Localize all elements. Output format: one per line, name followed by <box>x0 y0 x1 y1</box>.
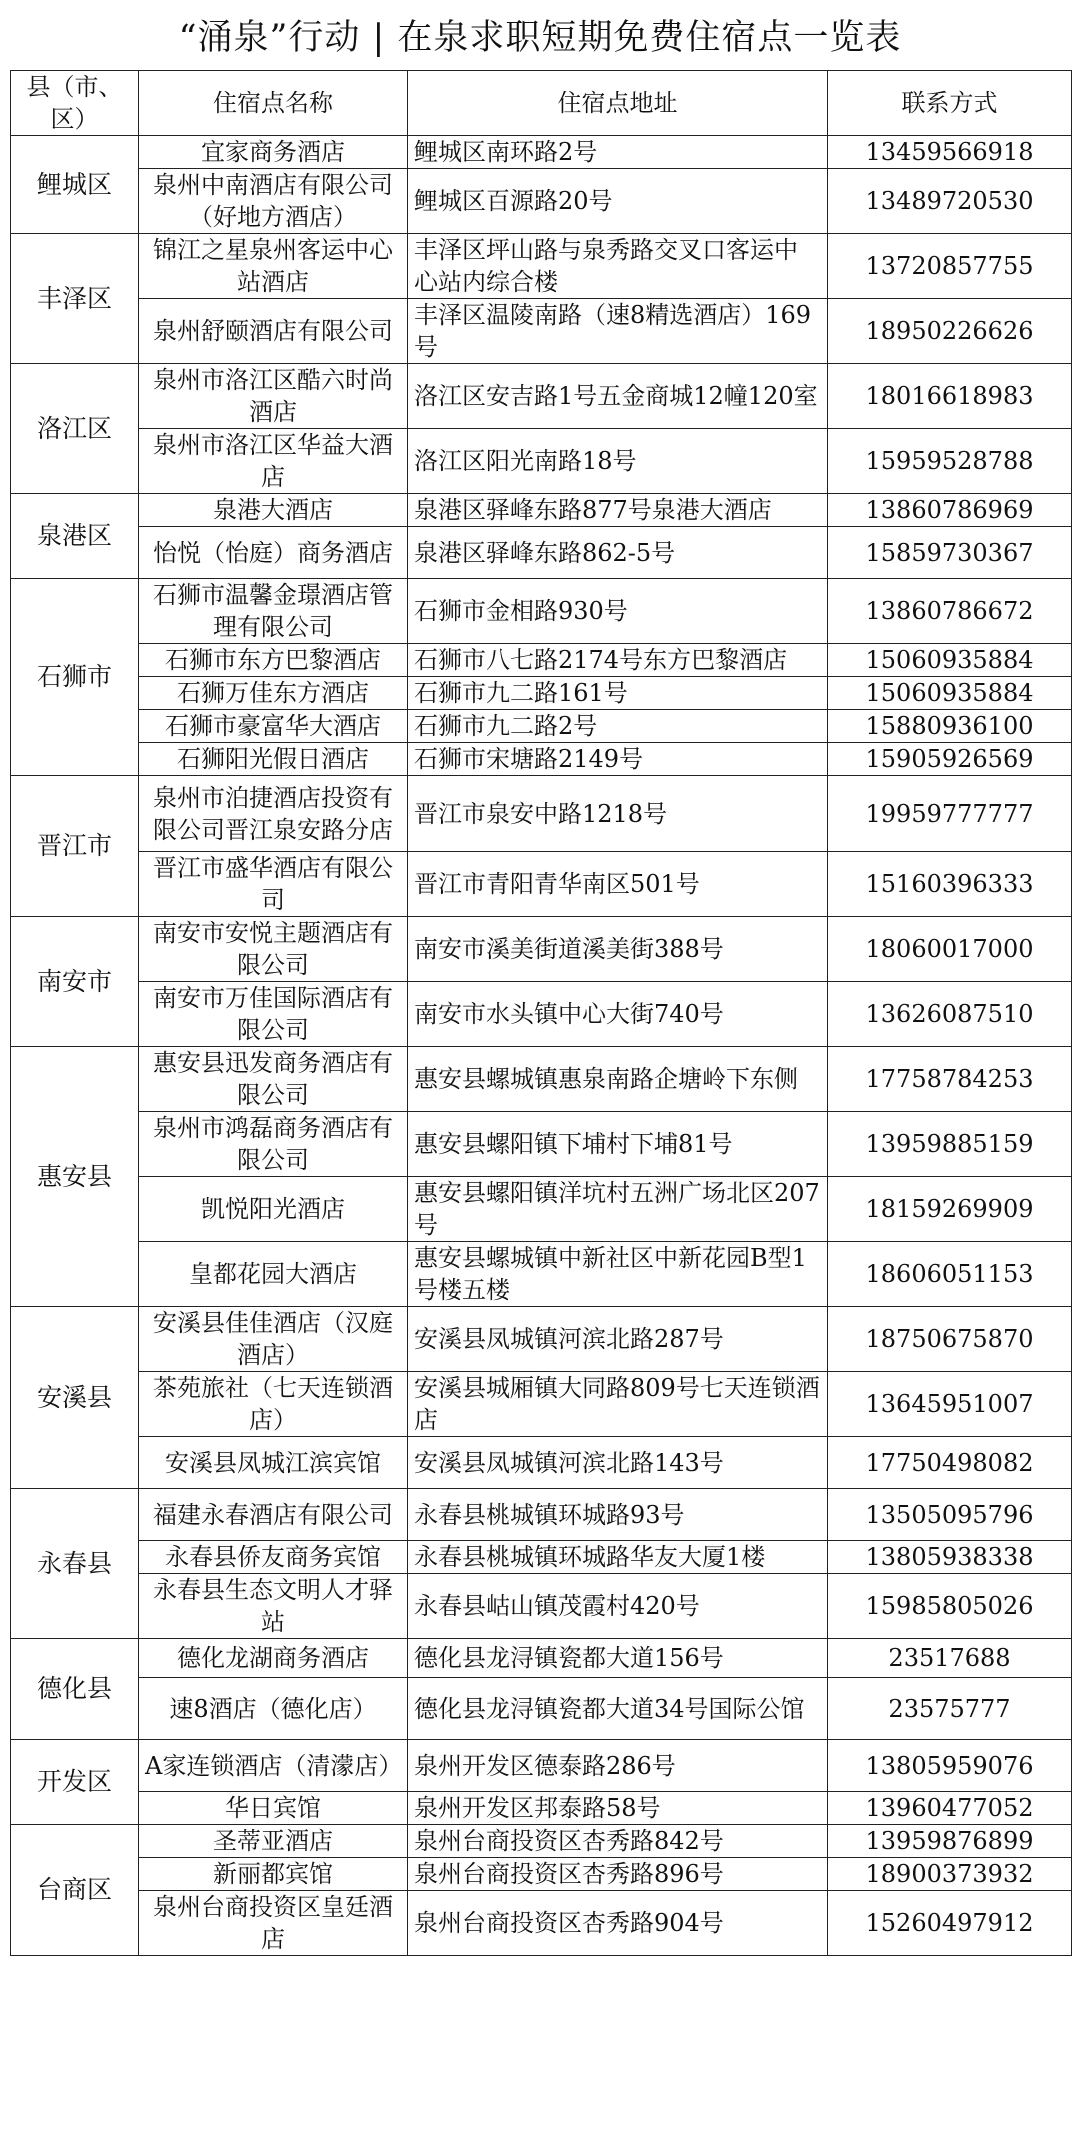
name-cell: A家连锁酒店（清濛店） <box>139 1740 408 1792</box>
address-cell: 鲤城区南环路2号 <box>408 136 828 169</box>
name-cell: 泉州台商投资区皇廷酒店 <box>139 1891 408 1956</box>
phone-cell[interactable]: 13805959076 <box>828 1740 1072 1792</box>
table-row <box>11 1242 1072 1307</box>
name-cell: 茶苑旅社（七天连锁酒店） <box>139 1372 408 1437</box>
name-cell: 安溪县凤城江滨宾馆 <box>139 1437 408 1489</box>
address-cell: 丰泽区温陵南路（速8精选酒店）169号 <box>408 299 828 364</box>
name-cell: 德化龙湖商务酒店 <box>139 1639 408 1678</box>
table-row <box>11 1858 1072 1891</box>
table-row <box>11 1437 1072 1489</box>
address-cell: 惠安县螺阳镇下埔村下埔81号 <box>408 1112 828 1177</box>
phone-cell[interactable]: 13959876899 <box>828 1825 1072 1858</box>
address-cell: 泉州台商投资区杏秀路904号 <box>408 1891 828 1956</box>
county-cell: 惠安县 <box>11 1047 139 1307</box>
table-row <box>11 1372 1072 1437</box>
table-row <box>11 1307 1072 1372</box>
name-cell: 永春县生态文明人才驿站 <box>139 1574 408 1639</box>
county-cell: 开发区 <box>11 1740 139 1825</box>
name-cell: 泉港大酒店 <box>139 494 408 527</box>
table-row <box>11 644 1072 677</box>
phone-cell[interactable]: 15060935884 <box>828 677 1072 710</box>
address-cell: 永春县桃城镇环城路华友大厦1楼 <box>408 1541 828 1574</box>
address-cell: 泉州开发区邦泰路58号 <box>408 1792 828 1825</box>
name-cell: 泉州市洛江区酷六时尚酒店 <box>139 364 408 429</box>
phone-cell[interactable]: 15985805026 <box>828 1574 1072 1639</box>
header-county: 县（市、区） <box>11 71 139 136</box>
address-cell: 泉州台商投资区杏秀路896号 <box>408 1858 828 1891</box>
phone-cell[interactable]: 13805938338 <box>828 1541 1072 1574</box>
address-cell: 南安市溪美街道溪美街388号 <box>408 917 828 982</box>
table-row <box>11 1177 1072 1242</box>
phone-cell[interactable]: 18950226626 <box>828 299 1072 364</box>
address-cell: 洛江区阳光南路18号 <box>408 429 828 494</box>
address-cell: 安溪县凤城镇河滨北路287号 <box>408 1307 828 1372</box>
table-row <box>11 494 1072 527</box>
county-cell: 南安市 <box>11 917 139 1047</box>
table-row <box>11 710 1072 743</box>
phone-cell[interactable]: 15959528788 <box>828 429 1072 494</box>
phone-cell[interactable]: 15880936100 <box>828 710 1072 743</box>
name-cell: 石狮市豪富华大酒店 <box>139 710 408 743</box>
name-cell: 石狮阳光假日酒店 <box>139 743 408 776</box>
page-title: “涌泉”行动 | 在泉求职短期免费住宿点一览表 <box>178 18 902 58</box>
phone-cell[interactable]: 15859730367 <box>828 527 1072 579</box>
table-row <box>11 1489 1072 1541</box>
name-cell: 泉州市鸿磊商务酒店有限公司 <box>139 1112 408 1177</box>
table-row <box>11 982 1072 1047</box>
address-cell: 泉州开发区德泰路286号 <box>408 1740 828 1792</box>
county-cell: 洛江区 <box>11 364 139 494</box>
phone-cell[interactable]: 15905926569 <box>828 743 1072 776</box>
county-cell: 台商区 <box>11 1825 139 1956</box>
phone-cell[interactable]: 18159269909 <box>828 1177 1072 1242</box>
phone-cell[interactable]: 18016618983 <box>828 364 1072 429</box>
phone-cell[interactable]: 17758784253 <box>828 1047 1072 1112</box>
phone-cell[interactable]: 13645951007 <box>828 1372 1072 1437</box>
header-row <box>11 71 1072 136</box>
table-row <box>11 579 1072 644</box>
name-cell: 石狮万佳东方酒店 <box>139 677 408 710</box>
name-cell: 南安市万佳国际酒店有限公司 <box>139 982 408 1047</box>
phone-cell[interactable]: 18750675870 <box>828 1307 1072 1372</box>
county-cell: 晋江市 <box>11 776 139 917</box>
name-cell: 速8酒店（德化店） <box>139 1678 408 1740</box>
county-cell: 石狮市 <box>11 579 139 776</box>
phone-cell[interactable]: 15160396333 <box>828 852 1072 917</box>
name-cell: 宜家商务酒店 <box>139 136 408 169</box>
name-cell: 泉州市洛江区华益大酒店 <box>139 429 408 494</box>
address-cell: 安溪县凤城镇河滨北路143号 <box>408 1437 828 1489</box>
table-body <box>11 136 1072 1956</box>
table-row <box>11 1740 1072 1792</box>
table-row <box>11 1639 1072 1678</box>
phone-cell[interactable]: 19959777777 <box>828 776 1072 852</box>
name-cell: 泉州舒颐酒店有限公司 <box>139 299 408 364</box>
address-cell: 丰泽区坪山路与泉秀路交叉口客运中心站内综合楼 <box>408 234 828 299</box>
name-cell: 石狮市东方巴黎酒店 <box>139 644 408 677</box>
phone-cell[interactable]: 13489720530 <box>828 169 1072 234</box>
name-cell: 安溪县佳佳酒店（汉庭酒店） <box>139 1307 408 1372</box>
name-cell: 华日宾馆 <box>139 1792 408 1825</box>
name-cell: 皇都花园大酒店 <box>139 1242 408 1307</box>
address-cell: 石狮市九二路161号 <box>408 677 828 710</box>
name-cell: 凯悦阳光酒店 <box>139 1177 408 1242</box>
table-row <box>11 234 1072 299</box>
name-cell: 泉州中南酒店有限公司（好地方酒店） <box>139 169 408 234</box>
address-cell: 石狮市九二路2号 <box>408 710 828 743</box>
address-cell: 惠安县螺城镇中新社区中新花园B型1号楼五楼 <box>408 1242 828 1307</box>
county-cell: 鲤城区 <box>11 136 139 234</box>
address-cell: 鲤城区百源路20号 <box>408 169 828 234</box>
address-cell: 洛江区安吉路1号五金商城12幢120室 <box>408 364 828 429</box>
name-cell: 泉州市泊捷酒店投资有限公司晋江泉安路分店 <box>139 776 408 852</box>
address-cell: 惠安县螺阳镇洋坑村五洲广场北区207号 <box>408 1177 828 1242</box>
table-row <box>11 1541 1072 1574</box>
name-cell: 怡悦（怡庭）商务酒店 <box>139 527 408 579</box>
phone-cell[interactable]: 23575777 <box>828 1678 1072 1740</box>
name-cell: 南安市安悦主题酒店有限公司 <box>139 917 408 982</box>
phone-cell[interactable]: 18606051153 <box>828 1242 1072 1307</box>
address-cell: 泉州台商投资区杏秀路842号 <box>408 1825 828 1858</box>
phone-cell[interactable]: 13860786969 <box>828 494 1072 527</box>
phone-cell[interactable]: 13626087510 <box>828 982 1072 1047</box>
phone-cell[interactable]: 13720857755 <box>828 234 1072 299</box>
phone-cell[interactable]: 15060935884 <box>828 644 1072 677</box>
table-row <box>11 299 1072 364</box>
address-cell: 德化县龙浔镇瓷都大道34号国际公馆 <box>408 1678 828 1740</box>
phone-cell[interactable]: 23517688 <box>828 1639 1072 1678</box>
table-row <box>11 429 1072 494</box>
table-row <box>11 1678 1072 1740</box>
phone-cell[interactable]: 18900373932 <box>828 1858 1072 1891</box>
table-row <box>11 1825 1072 1858</box>
table-row <box>11 364 1072 429</box>
county-cell: 丰泽区 <box>11 234 139 364</box>
lodging-table <box>10 70 1072 1956</box>
header-phone: 联系方式 <box>828 71 1072 136</box>
table-row <box>11 1792 1072 1825</box>
name-cell: 石狮市温馨金璟酒店管理有限公司 <box>139 579 408 644</box>
header-address: 住宿点地址 <box>408 71 828 136</box>
address-cell: 泉港区驿峰东路862-5号 <box>408 527 828 579</box>
table-row <box>11 917 1072 982</box>
name-cell: 锦江之星泉州客运中心站酒店 <box>139 234 408 299</box>
name-cell: 圣蒂亚酒店 <box>139 1825 408 1858</box>
name-cell: 新丽都宾馆 <box>139 1858 408 1891</box>
address-cell: 石狮市金相路930号 <box>408 579 828 644</box>
table-row <box>11 743 1072 776</box>
phone-cell[interactable]: 13459566918 <box>828 136 1072 169</box>
county-cell: 泉港区 <box>11 494 139 579</box>
address-cell: 泉港区驿峰东路877号泉港大酒店 <box>408 494 828 527</box>
name-cell: 晋江市盛华酒店有限公司 <box>139 852 408 917</box>
county-cell: 永春县 <box>11 1489 139 1639</box>
phone-cell[interactable]: 18060017000 <box>828 917 1072 982</box>
table-row <box>11 1574 1072 1639</box>
address-cell: 南安市水头镇中心大街740号 <box>408 982 828 1047</box>
address-cell: 安溪县城厢镇大同路809号七天连锁酒店 <box>408 1372 828 1437</box>
phone-cell[interactable]: 17750498082 <box>828 1437 1072 1489</box>
name-cell: 福建永春酒店有限公司 <box>139 1489 408 1541</box>
county-cell: 安溪县 <box>11 1307 139 1489</box>
header-name: 住宿点名称 <box>139 71 408 136</box>
table-row <box>11 169 1072 234</box>
address-cell: 石狮市八七路2174号东方巴黎酒店 <box>408 644 828 677</box>
table-row <box>11 1891 1072 1956</box>
address-cell: 惠安县螺城镇惠泉南路企塘岭下东侧 <box>408 1047 828 1112</box>
table-row <box>11 1047 1072 1112</box>
table-row <box>11 527 1072 579</box>
address-cell: 石狮市宋塘路2149号 <box>408 743 828 776</box>
phone-cell[interactable]: 13505095796 <box>828 1489 1072 1541</box>
phone-cell[interactable]: 13960477052 <box>828 1792 1072 1825</box>
table-row <box>11 852 1072 917</box>
phone-cell[interactable]: 13959885159 <box>828 1112 1072 1177</box>
table-row <box>11 677 1072 710</box>
address-cell: 永春县岵山镇茂霞村420号 <box>408 1574 828 1639</box>
phone-cell[interactable]: 13860786672 <box>828 579 1072 644</box>
name-cell: 惠安县迅发商务酒店有限公司 <box>139 1047 408 1112</box>
name-cell: 永春县侨友商务宾馆 <box>139 1541 408 1574</box>
phone-cell[interactable]: 15260497912 <box>828 1891 1072 1956</box>
address-cell: 晋江市青阳青华南区501号 <box>408 852 828 917</box>
county-cell: 德化县 <box>11 1639 139 1740</box>
table-row <box>11 1112 1072 1177</box>
table-row <box>11 136 1072 169</box>
address-cell: 晋江市泉安中路1218号 <box>408 776 828 852</box>
address-cell: 永春县桃城镇环城路93号 <box>408 1489 828 1541</box>
table-row <box>11 776 1072 852</box>
address-cell: 德化县龙浔镇瓷都大道156号 <box>408 1639 828 1678</box>
